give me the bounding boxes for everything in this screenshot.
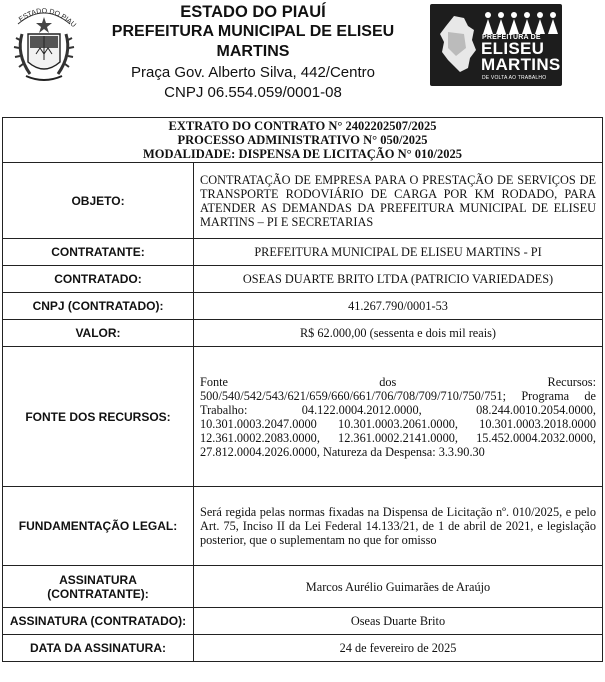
contract-number: EXTRATO DO CONTRATO N° 2402202507/2025 (168, 119, 437, 133)
table-row (3, 320, 603, 347)
contract-extract-table (2, 117, 603, 662)
row-label: CNPJ (CONTRATADO): (3, 293, 194, 320)
row-label: FUNDAMENTAÇÃO LEGAL: (3, 487, 194, 566)
row-value: PREFEITURA MUNICIPAL DE ELISEU MARTINS - PI (194, 239, 603, 266)
title-row (3, 118, 603, 163)
row-label: ASSINATURA (CONTRATADO): (3, 608, 194, 635)
row-value: CONTRATAÇÃO DE EMPRESA PARA O PRESTAÇÃO DE SERVIÇOS DE TRANSPORTE RODOVIÁRIO DE CARGA POR KM RODADO, PARA ATENDER AS DEMANDAS DA PREFEITURA MUNICIPAL DE ELISEU MARTINS – PI E SECRETARIAS (194, 163, 603, 239)
modality: MODALIDADE: DISPENSA DE LICITAÇÃO N° 010/2025 (142, 147, 463, 161)
row-label: CONTRATANTE: (3, 239, 194, 266)
process-number: PROCESSO ADMINISTRATIVO N° 050/2025 (177, 133, 428, 147)
table-row (3, 293, 603, 320)
table-row (3, 608, 603, 635)
address: Praça Gov. Alberto Silva, 442/Centro (130, 64, 375, 81)
table-row (3, 635, 603, 662)
table-row (3, 347, 603, 487)
contract-title (3, 118, 603, 163)
table-row (3, 566, 603, 608)
logo-name-line2: MARTINS (481, 55, 561, 74)
row-value: 41.267.790/0001-53 (194, 293, 603, 320)
municipality-name: PREFEITURA MUNICIPAL DE ELISEU MARTINS (111, 23, 395, 60)
map-icon (434, 12, 480, 76)
state-name: ESTADO DO PIAUÍ (180, 3, 326, 21)
row-value: Oseas Duarte Brito (194, 608, 603, 635)
row-label: VALOR: (3, 320, 194, 347)
table-row (3, 266, 603, 293)
row-label: DATA DA ASSINATURA: (3, 635, 194, 662)
municipality-logo (430, 4, 562, 86)
logo-prefix: PREFEITURA DE (482, 34, 541, 41)
seal-text: ESTADO DO PIAU (17, 7, 78, 29)
row-label: OBJETO: (3, 163, 194, 239)
row-value: R$ 62.000,00 (sessenta e dois mil reais) (194, 320, 603, 347)
table-row (3, 239, 603, 266)
table-row (3, 163, 603, 239)
row-label: FONTE DOS RECURSOS: (3, 347, 194, 487)
row-value: Marcos Aurélio Guimarães de Araújo (194, 566, 603, 608)
coat-of-arms-icon (8, 4, 80, 90)
row-value: OSEAS DUARTE BRITO LTDA (PATRICIO VARIEDADES) (194, 266, 603, 293)
header-text (88, 2, 418, 103)
logo-name-line1: ELISEU (481, 39, 545, 58)
document-header (0, 0, 605, 108)
row-label: ASSINATURA (CONTRATANTE): (3, 566, 194, 608)
row-value: 24 de fevereiro de 2025 (194, 635, 603, 662)
table-row (3, 487, 603, 566)
row-value: Fonte dos Recursos: 500/540/542/543/621/659/660/661/706/708/709/710/750/751; Programa de Trabalho: 04.122.0004.2012.0000, 08.244.0010.2054.0000, 10.301.0003.2047.0000 10.301.0003.2061.0000, 10.301.0003.2018.0000 12.361.0002.2083.0000, 12.361.0002.2141.0000, 15.452.0004.2032.0000, 27.812.0004.2026.0000, Natureza da Despensa: 3.3.90.30 (194, 347, 603, 487)
cnpj: CNPJ 06.554.059/0001-08 (164, 84, 342, 101)
logo-slogan: DE VOLTA AO TRABALHO (482, 75, 547, 81)
people-icon (480, 10, 560, 36)
row-label: CONTRATADO: (3, 266, 194, 293)
row-value: Será regida pelas normas fixadas na Dispensa de Licitação nº. 010/2025, e pelo Art. 75, Inciso II da Lei Federal 14.133/21, de 1 de abril de 2021, e legislação posterior, que o suplementam no que for omisso (194, 487, 603, 566)
